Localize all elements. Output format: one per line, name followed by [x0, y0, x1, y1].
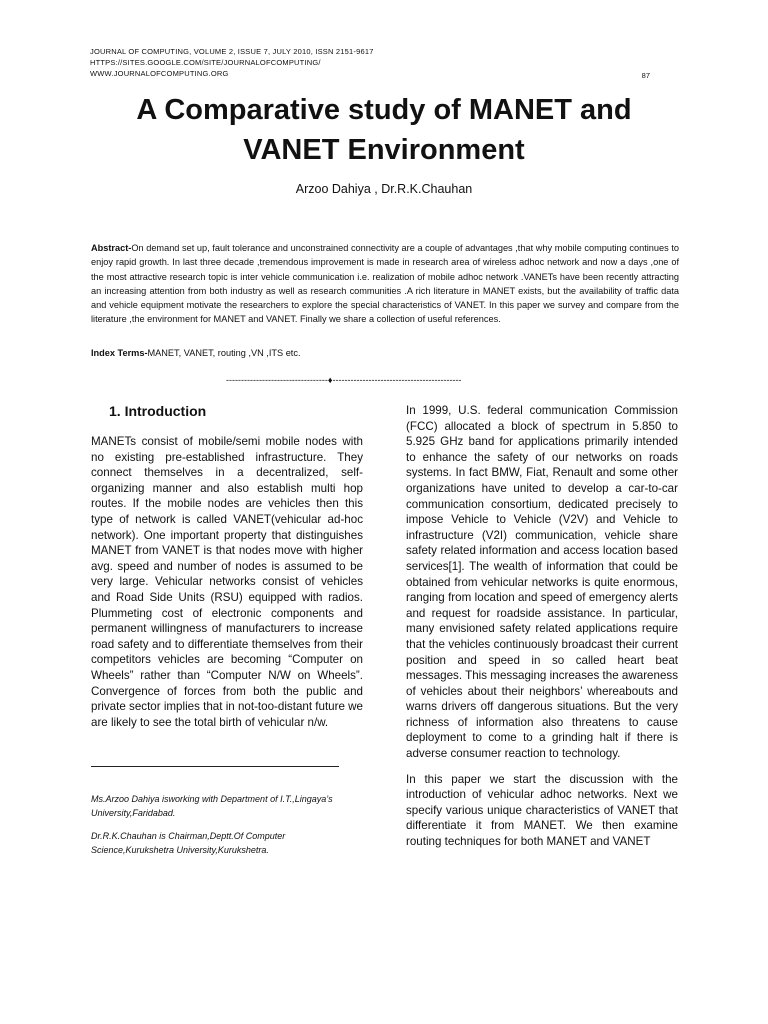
- left-column-text: MANETs consist of mobile/semi mobile nodes with no existing pre-established infrastructure. They connect themselves in a decentralized, self-organizing manner and also establish multi hop routes. If the mobile nodes are vehicles then this type of network is called VANET(vehicular ad-hoc network). One important property that distinguishes MANET from VANET is that nodes move with higher avg. speed and number of nodes is assumed to be very large. Vehicular networks consist of vehicles and Road Side Units (RSU) equipped with radios. Plummeting cost of electronic components and permanent willingness of manufacturers to increase road safety and to differentiate themselves from their competitors vehicles are becoming “Computer on Wheels” rather than “Computer N/W on Wheels”. Convergence of forces from both the public and private sector implies that in not-too-distant future we are likely to see the total birth of vehicular n/w.: [91, 435, 363, 729]
- authors: [0, 182, 768, 196]
- footnote-author-1: Ms.Arzoo Dahiya isworking with Department of I.T.,Lingaya’s University,Faridabad.: [91, 794, 333, 818]
- separator: ----------------------------------♦-------------------------------------------: [226, 375, 462, 385]
- title-line-2: VANET Environment: [243, 134, 525, 166]
- index-terms: [91, 348, 679, 358]
- right-paragraph-2: In this paper we start the discussion with the introduction of vehicular adhoc networks. Next we specify various unique characteristics of VANET that differentiate it from MANET. We then examine routing techniques for both MANET and VANET: [406, 772, 678, 849]
- title-line-1: A Comparative study of MANET and: [136, 94, 632, 126]
- author-names: Arzoo Dahiya , Dr.R.K.Chauhan: [295, 182, 473, 196]
- journal-header: [90, 46, 690, 79]
- paper-title: [60, 90, 708, 170]
- section-heading: 1. Introduction: [109, 403, 207, 419]
- journal-website: WWW.JOURNALOFCOMPUTING.ORG: [90, 69, 229, 78]
- abstract: [91, 241, 679, 327]
- index-terms-label: Index Terms-: [91, 348, 148, 358]
- journal-url: HTTPS://SITES.GOOGLE.COM/SITE/JOURNALOFCOMPUTING/: [90, 58, 321, 67]
- abstract-label: Abstract-: [91, 243, 132, 253]
- footnote-divider: [91, 766, 339, 767]
- right-column: [406, 403, 678, 860]
- page-number: 87: [641, 71, 650, 80]
- index-terms-text: MANET, VANET, routing ,VN ,ITS etc.: [147, 348, 301, 358]
- right-paragraph-1: In 1999, U.S. federal communication Commission (FCC) allocated a block of spectrum in 5.850 to 5.925 GHz band for applications primarily intended to enhance the safety of our networks on roads systems. In fact BMW, Fiat, Renault and some other organizations have united to develop a car-to-car communication consortium, dedicated precisely to impose Vehicle to Vehicle (V2V) and Vehicle to infrastructure (V2I) communication, vehicle share safety related information and access location based services[1]. The wealth of information that could be obtained from vehicular networks is quite enormous, ranging from location and speed of emergency alerts and request for roadside assistance. In particular, many envisioned safety related applications require that the vehicles continuously broadcast their current position and speed in so called heart beat messages. This messaging increases the awareness of vehicles about their neighbors’ whereabouts and warns drivers off dangerous situations. But the very richness of information also threatens to cause deployment to come to a grinding halt if there is adverse consumer reaction to technology.: [406, 404, 678, 761]
- footnote-author-2: Dr.R.K.Chauhan is Chairman,Deptt.Of Computer Science,Kurukshetra University,Kurukshetra.: [91, 831, 286, 855]
- abstract-text: On demand set up, fault tolerance and unconstrained connectivity are a couple of advantages ,that why mobile computing continues to enjoy rapid growth. In last three decade ,tremendous improvement is made in research area of wireless adhoc network and now a days ,one of the most attractive research topic is inter vehicle communication i.e. realization of mobile adhoc network .VANETs have been recently attracting an increasing attention from both industry as well as research communities .A rich literature in MANET exists, but the availability of traffic data and vehicle equipment motivate the researchers to explore the special characteristics of VANET. In this paper we survey and compare from the literature ,the environment for MANET and VANET. Finally we share a collection of useful references.: [91, 243, 679, 325]
- journal-header-line: JOURNAL OF COMPUTING, VOLUME 2, ISSUE 7, JULY 2010, ISSN 2151-9617: [90, 47, 374, 56]
